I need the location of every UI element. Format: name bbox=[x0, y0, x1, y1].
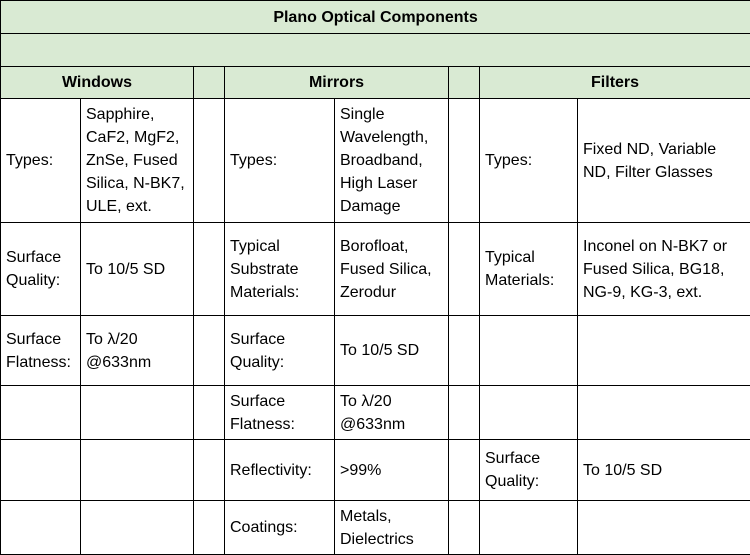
mirrors-label: Surface Flatness: bbox=[225, 386, 335, 440]
mirrors-value: To 10/5 SD bbox=[335, 316, 449, 386]
mirrors-label: Types: bbox=[225, 99, 335, 223]
spacer-cell bbox=[194, 386, 225, 440]
windows-label: Surface Flatness: bbox=[1, 316, 81, 386]
table-row bbox=[1, 223, 750, 316]
table-row bbox=[1, 316, 750, 386]
table-row bbox=[1, 386, 750, 440]
mirrors-value: Metals, Dielectrics bbox=[335, 501, 449, 555]
windows-label bbox=[1, 440, 81, 501]
table-row bbox=[1, 501, 750, 555]
windows-label bbox=[1, 501, 81, 555]
spacer-cell bbox=[449, 386, 480, 440]
filters-value bbox=[578, 316, 750, 386]
mirrors-header: Mirrors bbox=[225, 67, 449, 99]
spacer-cell bbox=[449, 440, 480, 501]
spacer-cell bbox=[449, 316, 480, 386]
windows-value: To 10/5 SD bbox=[81, 223, 194, 316]
windows-value: To λ/20 @633nm bbox=[81, 316, 194, 386]
mirrors-value: To λ/20 @633nm bbox=[335, 386, 449, 440]
spacer-cell bbox=[194, 316, 225, 386]
mirrors-label: Coatings: bbox=[225, 501, 335, 555]
filters-value bbox=[578, 386, 750, 440]
spacer-cell bbox=[449, 67, 480, 99]
windows-label bbox=[1, 386, 81, 440]
windows-header: Windows bbox=[1, 67, 194, 99]
windows-label: Surface Quality: bbox=[1, 223, 81, 316]
windows-label: Types: bbox=[1, 99, 81, 223]
mirrors-value: Borofloat, Fused Silica, Zerodur bbox=[335, 223, 449, 316]
mirrors-label: Typical Substrate Materials: bbox=[225, 223, 335, 316]
filters-label bbox=[480, 386, 578, 440]
mirrors-label: Reflectivity: bbox=[225, 440, 335, 501]
blank-header-band bbox=[1, 34, 750, 67]
filters-value: Fixed ND, Variable ND, Filter Glasses bbox=[578, 99, 750, 223]
filters-label: Surface Quality: bbox=[480, 440, 578, 501]
spacer-cell bbox=[194, 67, 225, 99]
windows-value bbox=[81, 386, 194, 440]
spacer-cell bbox=[194, 501, 225, 555]
spacer-cell bbox=[449, 99, 480, 223]
filters-value: Inconel on N-BK7 or Fused Silica, BG18, NG-9, KG-3, ext. bbox=[578, 223, 750, 316]
filters-label: Typical Materials: bbox=[480, 223, 578, 316]
filters-label: Types: bbox=[480, 99, 578, 223]
spacer-cell bbox=[449, 223, 480, 316]
spacer-cell bbox=[194, 99, 225, 223]
filters-label bbox=[480, 501, 578, 555]
table-row bbox=[1, 440, 750, 501]
title-row bbox=[1, 1, 750, 34]
table-row bbox=[1, 99, 750, 223]
spacer-cell bbox=[449, 501, 480, 555]
mirrors-value: Single Wavelength, Broadband, High Laser Damage bbox=[335, 99, 449, 223]
filters-label bbox=[480, 316, 578, 386]
mirrors-label: Surface Quality: bbox=[225, 316, 335, 386]
spacer-cell bbox=[194, 223, 225, 316]
filters-header: Filters bbox=[480, 67, 750, 99]
windows-value bbox=[81, 440, 194, 501]
filters-value: To 10/5 SD bbox=[578, 440, 750, 501]
windows-value: Sapphire, CaF2, MgF2, ZnSe, Fused Silica, N-BK7, ULE, ext. bbox=[81, 99, 194, 223]
mirrors-value: >99% bbox=[335, 440, 449, 501]
table-title: Plano Optical Components bbox=[1, 1, 750, 34]
filters-value bbox=[578, 501, 750, 555]
windows-value bbox=[81, 501, 194, 555]
spacer-cell bbox=[194, 440, 225, 501]
blank-band-row bbox=[1, 34, 750, 67]
section-header-row bbox=[1, 67, 750, 99]
